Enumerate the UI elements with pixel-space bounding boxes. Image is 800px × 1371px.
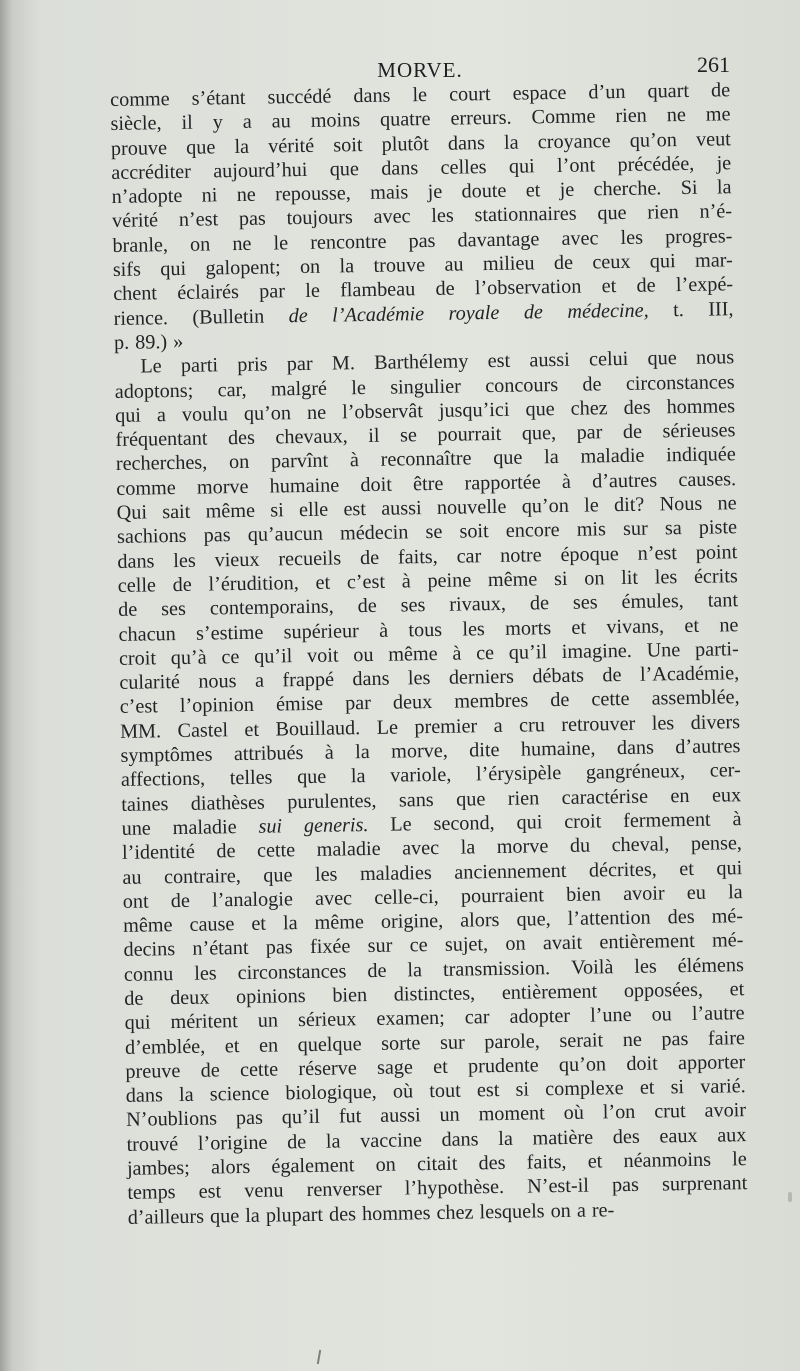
text-line: branle, on ne le rencontre pas davantage avec les progres- — [112, 225, 733, 257]
text-line: adoptons; car, malgré le singulier concours de circonstances — [114, 370, 735, 403]
text-line: qui a voulu qu’on ne l’observât jusqu’ici que chez des hommes — [114, 395, 736, 427]
ink-mark — [317, 1350, 321, 1364]
text-line: c’est l’opinion émise par deux membres de cette assemblée, — [119, 686, 740, 719]
text-line: dans les vieux recueils de faits, car notre époque n’est point — [117, 540, 738, 573]
text-line: de ses contemporains, de ses rivaux, de ses émules, tant — [118, 589, 739, 622]
text-line: chacun s’estime supérieur à tous les morts et vivans, et ne — [118, 613, 739, 646]
text-line: Qui sait même si elle est aussi nouvelle qu’on le dit? Nous ne — [116, 492, 737, 524]
text-line: accréditer aujourd’hui que dans celles qui l’ont précédée, je — [111, 152, 732, 184]
text-line: siècle, il y a au moins quatre erreurs. Comme rien ne me — [110, 103, 731, 136]
text-line: jambes; alors également on citait des faits, et néanmoins le — [126, 1148, 747, 1180]
text-line: croit qu’à ce qu’il voit ou même à ce qu’il imagine. Une parti- — [118, 638, 739, 670]
text-line: rience. (Bulletin de l’Académie royale de médecine, t. III, — [113, 297, 734, 330]
text-line: ont de l’analogie avec celle-ci, pourraient bien avoir eu la — [122, 880, 743, 913]
text-line: d’ailleurs que la plupart des hommes chez lesquels on a re- — [127, 1198, 615, 1229]
text-line: l’identité de cette maladie avec la morve du cheval, pense, — [121, 832, 743, 865]
text-line: preuve de cette réserve sage et prudente qu’on doit apporter — [125, 1051, 746, 1083]
text-line: dans la science biologique, où tout est si complexe et si varié. — [125, 1075, 746, 1108]
text-line: une maladie sui generis. Le second, qui croit fermement à — [121, 808, 742, 840]
text-line: Le parti pris par M. Barthélemy est aussi celui que nous — [140, 346, 735, 378]
text-line: prouve que la vérité soit plutôt dans la croyance qu’on veut — [110, 127, 731, 160]
text-line: comme s’étant succédé dans le court espace d’un quart de — [110, 79, 731, 111]
text-line: temps est venu renverser l’hypothèse. N’est-il pas surprenant — [127, 1172, 748, 1205]
text-line: fréquentant des chevaux, il se pourrait que, par de sérieuses — [115, 419, 736, 452]
text-line: p. 89.) » — [113, 330, 184, 354]
text-line: comme morve humaine doit être rapportée à d’autres causes. — [116, 467, 737, 500]
text-line: trouvé l’origine de la vaccine dans la matière des eaux aux — [126, 1123, 747, 1156]
text-line: connu les circonstances de la transmission. Voilà les élémens — [123, 953, 745, 986]
text-line: cularité nous a frappé dans les derniers débats de l’Académie, — [119, 662, 740, 695]
text-line: vérité n’est pas toujours avec les stationnaires que rien n’é- — [111, 200, 733, 233]
text-line: recherches, on parvînt à reconnaître que la maladie indiquée — [115, 443, 736, 476]
text-line: sifs qui galopent; on la trouve au milieu de ceux qui mar- — [112, 249, 733, 282]
text-line: sachions pas qu’aucun médecin se soit encore mis sur sa piste — [116, 516, 738, 549]
text-line: affections, telles que la variole, l’érysipèle gangréneux, cer- — [120, 759, 741, 792]
text-line: qui méritent un sérieux examen; car adopter l’une ou l’autre — [124, 1002, 745, 1035]
margin-mark — [788, 1192, 792, 1202]
text-line: de deux opinions bien distinctes, entièrement opposées, et — [124, 978, 745, 1010]
text-line: même cause et la même origine, alors que, l’attention des mé- — [122, 905, 744, 937]
text-line: celle de l’érudition, et c’est à peine même si on lit les écrits — [117, 565, 738, 597]
page-number: 261 — [697, 52, 730, 77]
text-line: d’emblée, et en quelque sorte sur parole, serait ne pas faire — [124, 1026, 746, 1059]
text-line: decins n’étant pas fixée sur ce sujet, on avait entièrement mé- — [123, 929, 744, 962]
body-text — [110, 78, 748, 1230]
text-line: MM. Castel et Bouillaud. Le premier a cru retrouver les divers — [119, 710, 741, 743]
text-line: symptômes attribués à la morve, dite humaine, dans d’autres — [120, 735, 741, 767]
running-title: MORVE. — [377, 58, 463, 82]
text-line: chent éclairés par le flambeau de l’observation et de l’expé- — [113, 273, 734, 306]
text-line: n’adopte ni ne repousse, mais je doute et je cherche. Si la — [111, 176, 732, 209]
text-line: taines diathèses purulentes, sans que rien caractérise en eux — [121, 783, 742, 816]
text-line: N’oublions pas qu’il fut aussi un moment où l’on crut avoir — [126, 1099, 747, 1132]
text-line: au contraire, que les maladies anciennement décrites, et qui — [122, 856, 743, 889]
